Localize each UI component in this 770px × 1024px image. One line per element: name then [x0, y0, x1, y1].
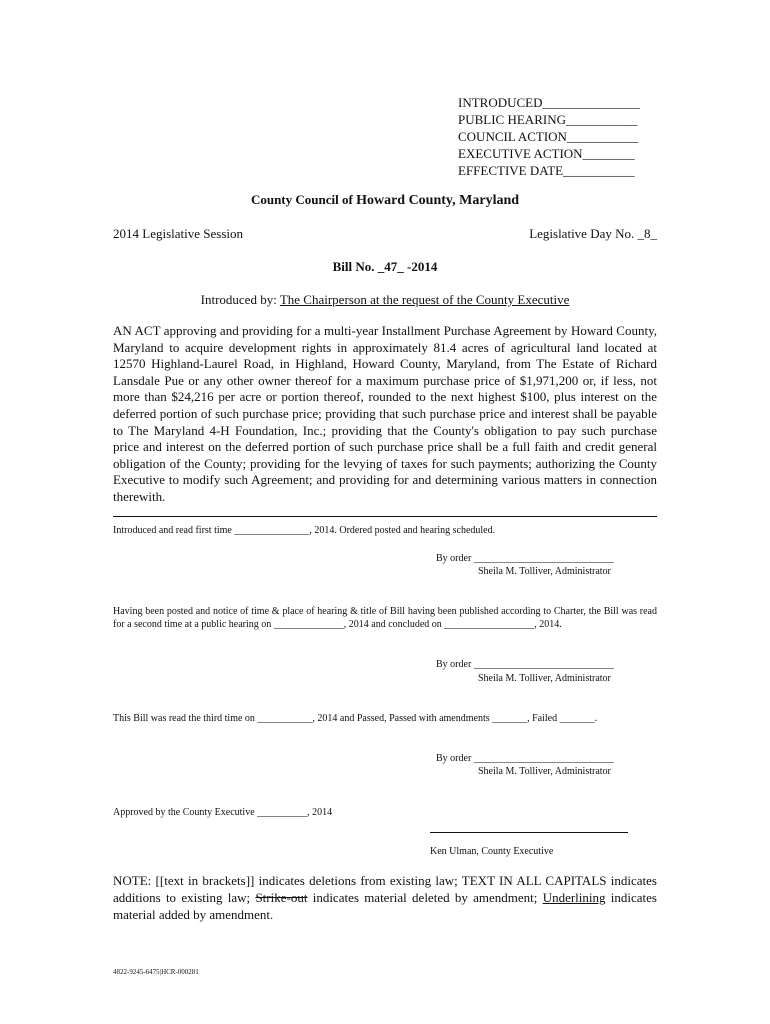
introduced-by-value: The Chairperson at the request of the County Executive	[279, 292, 570, 307]
approved-by-executive: Approved by the County Executive __________, 2014	[113, 807, 333, 818]
by-order-2: By order ____________________________	[436, 659, 614, 670]
introduced-by-label: Introduced by:	[200, 292, 277, 307]
by-order-1: By order ____________________________	[436, 553, 614, 564]
first-reading: Introduced and read first time _______________, 2014. Ordered posted and hearing scheduled.	[113, 525, 496, 536]
act-text: AN ACT approving and providing for a multi-year Installment Purchase Agreement by Howard County, Maryland to acquire development rights in approximately 81.4 acres of agricultural land located at 12570 Highland-Laurel Road, in Highland, Howard County, Maryland, from The Estate of Richard Lansdale Pue or any other owner thereof for a maximum purchase price of $1,971,200 or, if less, not more than $24,216 per acre or portion thereof, rounded to the next highest $100, plus interest on the deferred portion of such purchase price; providing that such purchase price and interest shall be payable to The Maryland 4-H Foundation, Inc.; providing that the County's obligation to pay such purchase price and interest on the deferred portion of such purchase price shall be a full faith and credit general obligation of the County; providing for the levying of taxes for such payments; authorizing the County Executive to modify such Agreement; and providing for and determining various matters in connection therewith.	[113, 323, 657, 504]
signature-line	[430, 832, 628, 833]
council-name: Howard County, Maryland	[356, 193, 520, 208]
executive-name: Ken Ulman, County Executive	[430, 846, 554, 857]
note	[113, 872, 657, 923]
note-strike-word: Strike-out	[255, 890, 308, 905]
bill-number	[0, 259, 770, 275]
legislative-day-value: _8_	[637, 226, 657, 241]
note-part-2: indicates material deleted by amendment;	[307, 890, 543, 905]
legislative-day-label: Legislative Day No.	[529, 226, 635, 241]
introduced-by	[0, 292, 770, 308]
effective-date-line: EFFECTIVE DATE___________	[458, 163, 635, 178]
administrator-2: Sheila M. Tolliver, Administrator	[478, 673, 611, 684]
executive-action-line: EXECUTIVE ACTION________	[458, 146, 635, 161]
bill-label: Bill No.	[332, 259, 375, 274]
administrator-1: Sheila M. Tolliver, Administrator	[478, 566, 611, 577]
by-order-3: By order ____________________________	[436, 753, 614, 764]
legislative-day	[529, 226, 657, 242]
bill-year: -2014	[407, 259, 438, 274]
council-prefix: County Council of	[250, 192, 353, 207]
note-part-3: indicates material added by amendment.	[113, 890, 657, 922]
introduced-line: INTRODUCED_______________	[458, 95, 640, 110]
third-reading: This Bill was read the third time on ___________, 2014 and Passed, Passed with amendments _______, Failed _______.	[113, 713, 598, 724]
administrator-3: Sheila M. Tolliver, Administrator	[478, 766, 611, 777]
note-underline-word: Underlining	[542, 890, 606, 905]
council-action-line: COUNCIL ACTION___________	[458, 129, 639, 144]
council-title	[0, 192, 770, 209]
public-hearing-line: PUBLIC HEARING___________	[458, 112, 638, 127]
note-part-1: NOTE: [[text in brackets]] indicates deletions from existing law; TEXT IN ALL CAPITALS indicates additions to existing law;	[113, 873, 657, 905]
divider	[113, 516, 657, 517]
legislative-session: 2014 Legislative Session	[113, 226, 243, 241]
bill-number-value: _47_	[377, 259, 404, 274]
second-reading: Having been posted and notice of time & place of hearing & title of Bill having been published according to Charter, the Bill was read for a second time at a public hearing on ______________, 2014 and concluded on __________________, 2014.	[113, 606, 657, 630]
document-id: 4822-9245-6475|HCR-000281	[113, 968, 199, 976]
status-block	[458, 94, 640, 179]
